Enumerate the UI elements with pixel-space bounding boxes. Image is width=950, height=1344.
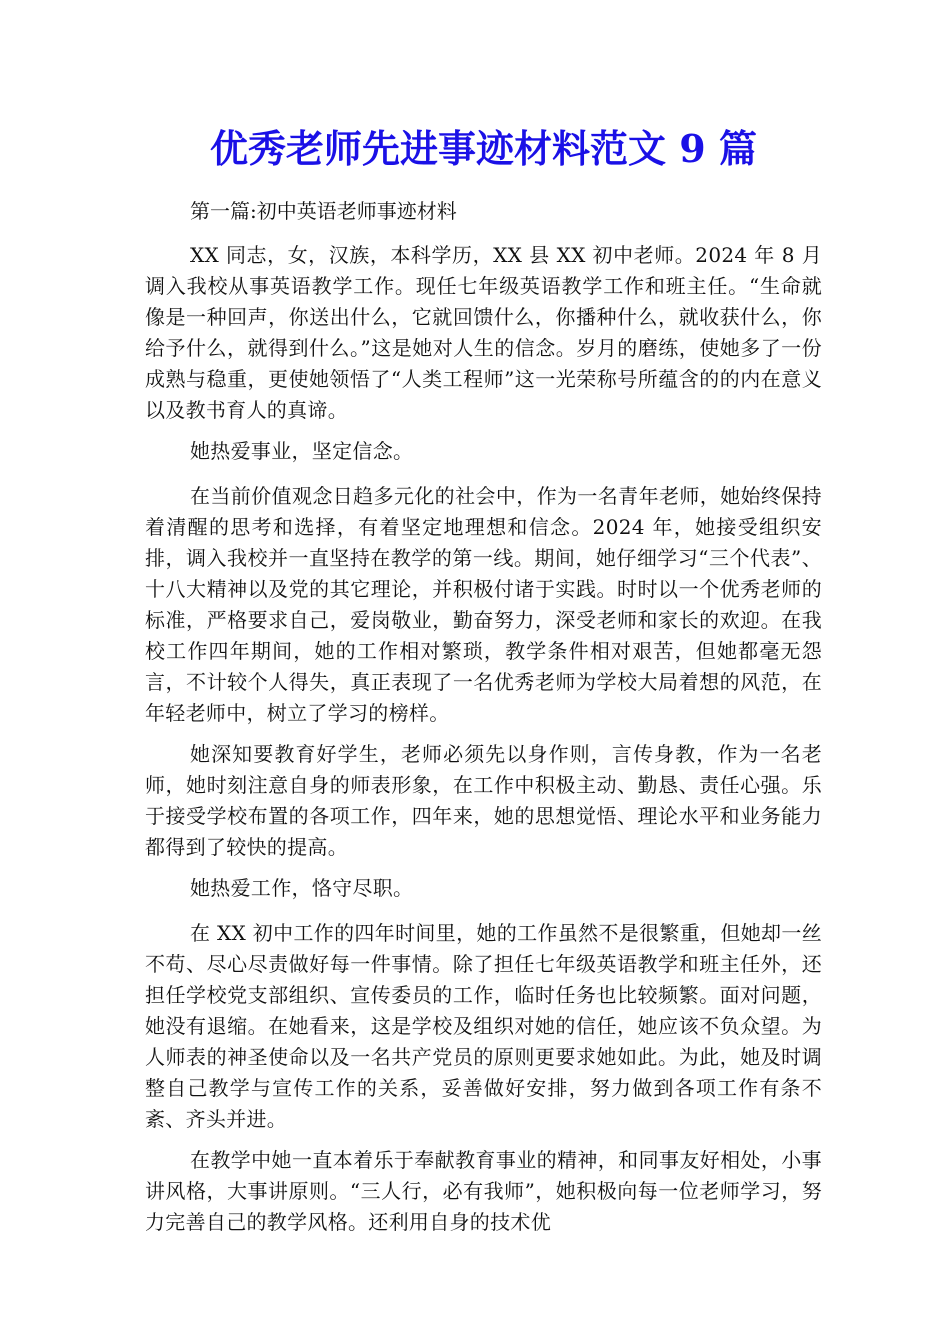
paragraph-heading-career: 她热爱事业，坚定信念。 bbox=[190, 439, 414, 463]
paragraph-duties: 在 XX 初中工作的四年时间里，她的工作虽然不是很繁重，但她却一丝不苟、尽心尽责做好每一件事情。除了担任七年级英语教学和班主任外，还担任学校党支部组织、宣传委员的工作，临时任务也比较频繁。面对问题，她没有退缩。在她看来，这是学校及组织对她的信任，她应该不负众望。为人师表的神圣使命以及一名共产党员的原则更要求她如此。为此，她及时调整自己教学与宣传工作的关系，妥善做好安排，努力做到各项工作有条不紊、齐头并进。 bbox=[145, 921, 822, 1131]
paragraph-teaching: 在教学中她一直本着乐于奉献教育事业的精神，和同事友好相处，小事讲风格，大事讲原则。“三人行，必有我师”，她积极向每一位老师学习，努力完善自己的教学风格。还利用自身的技术优 bbox=[145, 1148, 822, 1234]
section-subtitle: 第一篇:初中英语老师事迹材料 bbox=[190, 199, 457, 223]
paragraph-example: 她深知要教育好学生，老师必须先以身作则，言传身教，作为一名老师，她时刻注意自身的师表形象，在工作中积极主动、勤恳、责任心强。乐于接受学校布置的各项工作，四年来，她的思想觉悟、理论水平和业务能力都得到了较快的提高。 bbox=[145, 742, 822, 859]
paragraph-values: 在当前价值观念日趋多元化的社会中，作为一名青年老师，她始终保持着清醒的思考和选择，有着坚定地理想和信念。2024 年，她接受组织安排，调入我校并一直坚持在教学的第一线。期间，她仔细学习“三个代表”、十八大精神以及党的其它理论，并积极付诸于实践。时时以一个优秀老师的标准，严格要求自己，爱岗敬业，勤奋努力，深受老师和家长的欢迎。在我校工作四年期间，她的工作相对繁琐，教学条件相对艰苦，但她都毫无怨言，不计较个人得失，真正表现了一名优秀老师为学校大局着想的风范，在年轻老师中，树立了学习的榜样。 bbox=[145, 484, 822, 725]
paragraph-intro: XX 同志，女，汉族，本科学历，XX 县 XX 初中老师。2024 年 8 月调入我校从事英语教学工作。现任七年级英语教学工作和班主任。“生命就像是一种回声，你送出什么，它就回馈什么，你播种什么，就收获什么，你给予什么，就得到什么。”这是她对人生的信念。岁月的磨练，使她多了一份成熟与稳重，更使她领悟了“人类工程师”这一光荣称号所蕴含的的内在意义以及教书育人的真谛。 bbox=[145, 243, 822, 422]
paragraph-heading-work: 她热爱工作，恪守尽职。 bbox=[190, 876, 414, 900]
document-title: 优秀老师先进事迹材料范文 9 篇 bbox=[210, 126, 757, 171]
